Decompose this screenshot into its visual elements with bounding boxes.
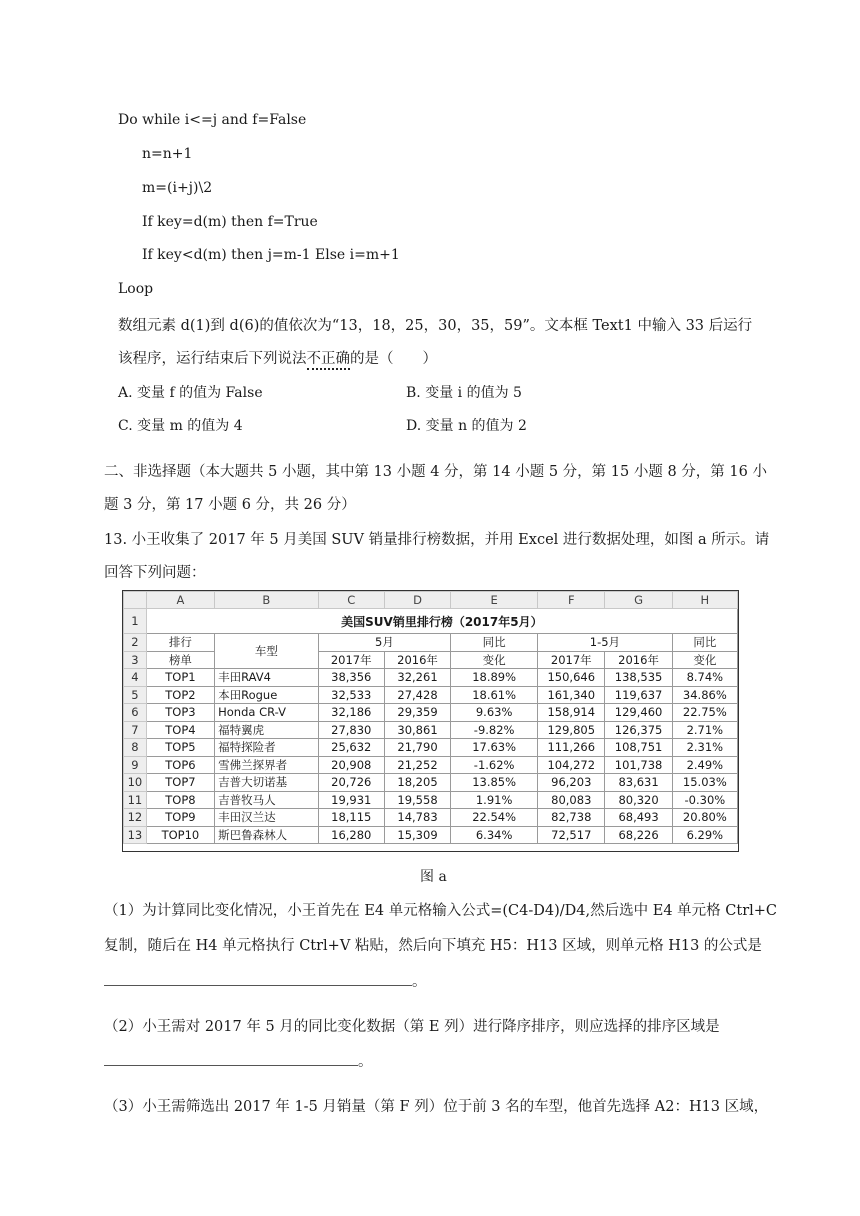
cell-c: 19,931: [318, 791, 384, 809]
cell-h: 2.31%: [672, 739, 737, 757]
q13-line1: 13. 小王收集了 2017 年 5 月美国 SUV 销量排行榜数据，并用 Excel 进行数据处理，如图 a 所示。请: [104, 532, 770, 548]
cell-d: 32,261: [384, 669, 450, 687]
col-header: E: [451, 592, 538, 609]
cell-d: 19,558: [384, 791, 450, 809]
sub2-answer-line: [104, 1050, 373, 1071]
row-number: 7: [124, 721, 147, 739]
cell-d: 30,861: [384, 721, 450, 739]
cell-g: 129,460: [605, 704, 672, 722]
header-year: 2017年: [318, 651, 384, 669]
question-text-line2: [118, 347, 437, 368]
option-b: B. 变量 i 的值为 5: [406, 385, 522, 401]
sheet-row-2: [124, 634, 738, 652]
header-may: 5月: [318, 634, 451, 652]
figure-caption: 图 a: [420, 869, 447, 885]
cell-h: -0.30%: [672, 791, 737, 809]
cell-d: 21,790: [384, 739, 450, 757]
code-line-if-narrow: If key<d(m) then j=m-1 Else i=m+1: [142, 247, 400, 263]
cell-d: 21,252: [384, 756, 450, 774]
sub1-answer-line: [104, 970, 427, 991]
sub3-line1: （3）小王需筛选出 2017 年 1-5 月销量（第 F 列）位于前 3 名的车型，他首先选择 A2：H13 区域，: [104, 1099, 769, 1115]
corner-cell: [124, 592, 147, 609]
cell-g: 101,738: [605, 756, 672, 774]
cell-rank: TOP5: [146, 739, 214, 757]
header-rank: 排行: [146, 634, 214, 652]
cell-c: 27,830: [318, 721, 384, 739]
cell-f: 158,914: [538, 704, 605, 722]
cell-model: 丰田RAV4: [215, 669, 319, 687]
header-yoy: 变化: [451, 651, 538, 669]
cell-rank: TOP1: [146, 669, 214, 687]
table-row: [124, 791, 738, 809]
cell-f: 82,738: [538, 809, 605, 827]
cell-d: 18,205: [384, 774, 450, 792]
row-number: 2: [124, 634, 147, 652]
q13-line2: 回答下列问题：: [104, 565, 206, 581]
cell-g: 108,751: [605, 739, 672, 757]
row-number: 9: [124, 756, 147, 774]
answer-blank[interactable]: [104, 1064, 358, 1066]
cell-e: 18.61%: [451, 686, 538, 704]
section-heading-line2: 题 3 分，第 17 小题 6 分，共 26 分）: [104, 497, 356, 513]
cell-e: 22.54%: [451, 809, 538, 827]
sales-table: [123, 591, 738, 844]
cell-model: 福特翼虎: [215, 721, 319, 739]
row-number: 5: [124, 686, 147, 704]
cell-c: 38,356: [318, 669, 384, 687]
table-row: [124, 721, 738, 739]
cell-d: 29,359: [384, 704, 450, 722]
cell-f: 150,646: [538, 669, 605, 687]
cell-rank: TOP2: [146, 686, 214, 704]
table-row: [124, 774, 738, 792]
emphasis-not-correct: 不正确: [307, 351, 351, 370]
header-rank: 榜单: [146, 651, 214, 669]
cell-model: 雪佛兰探界者: [215, 756, 319, 774]
question-text-part: 该程序，运行结束后下列说法: [118, 351, 307, 367]
col-header: A: [146, 592, 214, 609]
row-number: 13: [124, 826, 147, 844]
period: 。: [412, 974, 427, 990]
question-text-part: 的是（ ）: [350, 351, 437, 367]
cell-g: 119,637: [605, 686, 672, 704]
header-year: 2016年: [384, 651, 450, 669]
cell-model: 本田Rogue: [215, 686, 319, 704]
row-number: 12: [124, 809, 147, 827]
cell-model: 吉普大切诺基: [215, 774, 319, 792]
code-line-midpoint: m=(i+j)\2: [142, 180, 213, 196]
cell-h: 22.75%: [672, 704, 737, 722]
table-row: [124, 686, 738, 704]
header-year: 2016年: [605, 651, 672, 669]
header-yoy: 变化: [672, 651, 737, 669]
header-ytd: 1-5月: [538, 634, 673, 652]
sub1-line2: 复制，随后在 H4 单元格执行 Ctrl+V 粘贴，然后向下填充 H5：H13 区域，则单元格 H13 的公式是: [104, 938, 762, 954]
cell-g: 83,631: [605, 774, 672, 792]
cell-f: 129,805: [538, 721, 605, 739]
table-row: [124, 739, 738, 757]
col-header: H: [672, 592, 737, 609]
cell-e: 13.85%: [451, 774, 538, 792]
col-header: G: [605, 592, 672, 609]
option-a: A. 变量 f 的值为 False: [118, 385, 263, 401]
header-model: 车型: [215, 634, 319, 669]
cell-e: 6.34%: [451, 826, 538, 844]
cell-model: 丰田汉兰达: [215, 809, 319, 827]
header-yoy: 同比: [672, 634, 737, 652]
code-line-do-while: Do while i<=j and f=False: [118, 112, 307, 128]
col-header: B: [215, 592, 319, 609]
col-header: C: [318, 592, 384, 609]
cell-e: -9.82%: [451, 721, 538, 739]
sub1-line1: （1）为计算同比变化情况，小王首先在 E4 单元格输入公式=(C4-D4)/D4,然后选中 E4 单元格 Ctrl+C: [104, 903, 778, 919]
cell-h: 34.86%: [672, 686, 737, 704]
row-number: 11: [124, 791, 147, 809]
cell-c: 20,908: [318, 756, 384, 774]
cell-g: 126,375: [605, 721, 672, 739]
cell-h: 15.03%: [672, 774, 737, 792]
cell-g: 80,320: [605, 791, 672, 809]
cell-rank: TOP9: [146, 809, 214, 827]
cell-h: 8.74%: [672, 669, 737, 687]
col-header: D: [384, 592, 450, 609]
cell-f: 104,272: [538, 756, 605, 774]
cell-rank: TOP4: [146, 721, 214, 739]
cell-rank: TOP7: [146, 774, 214, 792]
period: 。: [358, 1054, 373, 1070]
row-number: 6: [124, 704, 147, 722]
table-row: [124, 669, 738, 687]
row-number: 4: [124, 669, 147, 687]
table-row: [124, 704, 738, 722]
sheet-title: 美国SUV销里排行榜（2017年5月）: [146, 609, 737, 634]
data-rows: [124, 669, 738, 844]
cell-c: 32,186: [318, 704, 384, 722]
cell-d: 27,428: [384, 686, 450, 704]
cell-e: 18.89%: [451, 669, 538, 687]
header-yoy: 同比: [451, 634, 538, 652]
row-number: 8: [124, 739, 147, 757]
col-header: F: [538, 592, 605, 609]
cell-rank: TOP3: [146, 704, 214, 722]
cell-e: 9.63%: [451, 704, 538, 722]
cell-f: 161,340: [538, 686, 605, 704]
code-line-if-found: If key=d(m) then f=True: [142, 214, 318, 230]
cell-g: 68,226: [605, 826, 672, 844]
row-number: 1: [124, 609, 147, 634]
cell-model: 吉普牧马人: [215, 791, 319, 809]
header-year: 2017年: [538, 651, 605, 669]
cell-rank: TOP6: [146, 756, 214, 774]
cell-c: 20,726: [318, 774, 384, 792]
table-row: [124, 826, 738, 844]
cell-rank: TOP10: [146, 826, 214, 844]
cell-model: Honda CR-V: [215, 704, 319, 722]
table-row: [124, 809, 738, 827]
row-number: 3: [124, 651, 147, 669]
cell-c: 18,115: [318, 809, 384, 827]
cell-e: 1.91%: [451, 791, 538, 809]
cell-c: 25,632: [318, 739, 384, 757]
option-c: C. 变量 m 的值为 4: [118, 418, 243, 434]
cell-e: -1.62%: [451, 756, 538, 774]
option-d: D. 变量 n 的值为 2: [406, 418, 527, 434]
cell-model: 斯巴鲁森林人: [215, 826, 319, 844]
cell-rank: TOP8: [146, 791, 214, 809]
row-number: 10: [124, 774, 147, 792]
code-line-increment-n: n=n+1: [142, 146, 193, 162]
cell-g: 138,535: [605, 669, 672, 687]
cell-f: 72,517: [538, 826, 605, 844]
section-heading-line1: 二、非选择题（本大题共 5 小题，其中第 13 小题 4 分，第 14 小题 5 分，第 15 小题 8 分，第 16 小: [104, 464, 767, 480]
cell-d: 14,783: [384, 809, 450, 827]
answer-blank[interactable]: [104, 984, 412, 986]
cell-f: 96,203: [538, 774, 605, 792]
cell-h: 20.80%: [672, 809, 737, 827]
cell-h: 6.29%: [672, 826, 737, 844]
cell-g: 68,493: [605, 809, 672, 827]
column-header-row: [124, 592, 738, 609]
cell-e: 17.63%: [451, 739, 538, 757]
cell-c: 32,533: [318, 686, 384, 704]
sub2-line1: （2）小王需对 2017 年 5 月的同比变化数据（第 E 列）进行降序排序，则应选择的排序区域是: [104, 1019, 720, 1035]
code-line-loop: Loop: [118, 281, 154, 297]
cell-model: 福特探险者: [215, 739, 319, 757]
cell-d: 15,309: [384, 826, 450, 844]
cell-h: 2.71%: [672, 721, 737, 739]
cell-f: 111,266: [538, 739, 605, 757]
table-row: [124, 756, 738, 774]
question-text-line1: 数组元素 d(1)到 d(6)的值依次为“13，18，25，30，35，59”。文本框 Text1 中输入 33 后运行: [118, 318, 753, 334]
spreadsheet-figure: [122, 590, 739, 852]
cell-c: 16,280: [318, 826, 384, 844]
cell-h: 2.49%: [672, 756, 737, 774]
sheet-row-1: [124, 609, 738, 634]
cell-f: 80,083: [538, 791, 605, 809]
